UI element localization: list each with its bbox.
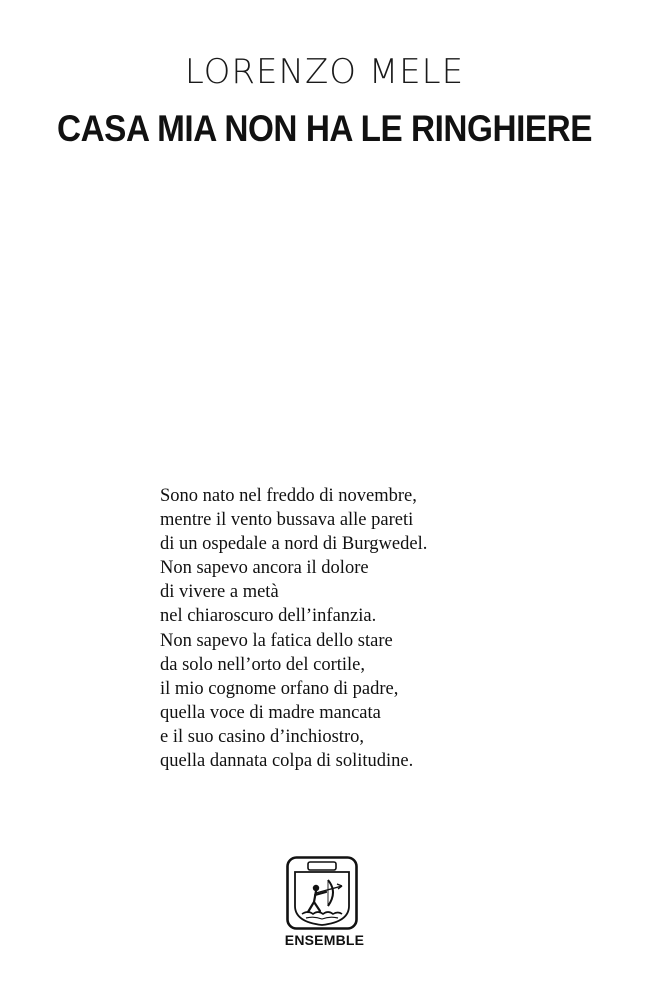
book-title: CASA MIA NON HA LE RINGHIERE [56, 108, 593, 149]
poem-line: da solo nell’orto del cortile, [160, 654, 365, 675]
poem-line: e il suo casino d’inchiostro, [160, 726, 364, 747]
poem-line: quella dannata colpa di solitudine. [160, 751, 414, 772]
poem [160, 484, 490, 773]
poem-line: di vivere a metà [160, 582, 279, 603]
publisher-name: ENSEMBLE [284, 932, 365, 948]
poem-line: mentre il vento bussava alle pareti [160, 510, 414, 531]
poem-line: quella voce di madre mancata [160, 702, 381, 723]
poem-line: nel chiaroscuro dell’infanzia. [160, 606, 377, 627]
poem-line: Non sapevo la fatica dello stare [160, 630, 393, 651]
poem-line: il mio cognome orfano di padre, [160, 678, 399, 699]
poem-line: Sono nato nel freddo di novembre, [160, 486, 417, 506]
archer-emblem-icon [286, 856, 358, 930]
poem-line: Non sapevo ancora il dolore [160, 558, 369, 579]
author-name: LORENZO MELE [184, 52, 465, 92]
poem-line: di un ospedale a nord di Burgwedel. [160, 534, 428, 555]
